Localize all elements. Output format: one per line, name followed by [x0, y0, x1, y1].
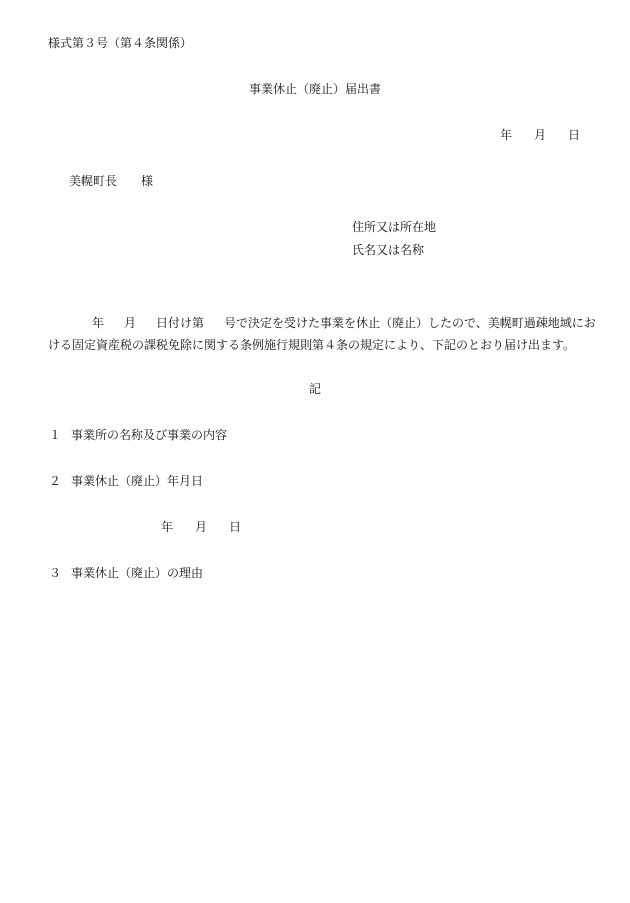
submission-date-month: 月: [533, 128, 546, 142]
ki-heading: 記: [308, 382, 321, 396]
suspension-date-year: 年: [161, 520, 174, 534]
notification-body: [48, 312, 596, 356]
addressee: [69, 173, 153, 189]
item-label: 事業休止（廃止）の理由: [71, 566, 204, 580]
item-number: ２: [49, 474, 62, 488]
body-line-2: ける固定資産税の課税免除に関する条例施行規則第４条の規定により、下記のとおり届け出ます。: [48, 338, 576, 352]
suspension-date-month: 月: [195, 520, 208, 534]
applicant-name-label: 氏名又は名称: [352, 243, 425, 257]
suspension-date-value: [161, 519, 241, 535]
submission-date-year: 年: [499, 128, 512, 142]
item-number: １: [49, 428, 62, 442]
body-month: 月: [124, 316, 137, 330]
body-sentence-1: 号で決定を受けた事業を休止（廃止）したので、美幌町過疎地域にお: [224, 316, 596, 330]
item-suspension-reason: [49, 565, 203, 581]
item-suspension-date: [49, 473, 203, 489]
addressee-name: 美幌町長: [69, 174, 118, 188]
submission-date: [500, 127, 580, 143]
item-business-name: [49, 427, 227, 443]
submission-date-day: 日: [567, 128, 580, 142]
item-label: 事業所の名称及び事業の内容: [71, 428, 228, 442]
suspension-date-day: 日: [229, 520, 242, 534]
body-day-dated-no: 日付け第: [156, 316, 205, 330]
applicant-address-label: 住所又は所在地: [352, 220, 437, 234]
form-number: 様式第３号（第４条関係）: [48, 36, 193, 50]
document-title: 事業休止（廃止）届出書: [248, 82, 381, 96]
item-number: ３: [49, 566, 62, 580]
body-year: 年: [92, 316, 105, 330]
addressee-honorific: 様: [141, 174, 154, 188]
item-label: 事業休止（廃止）年月日: [71, 474, 204, 488]
body-line-1: [48, 312, 596, 334]
